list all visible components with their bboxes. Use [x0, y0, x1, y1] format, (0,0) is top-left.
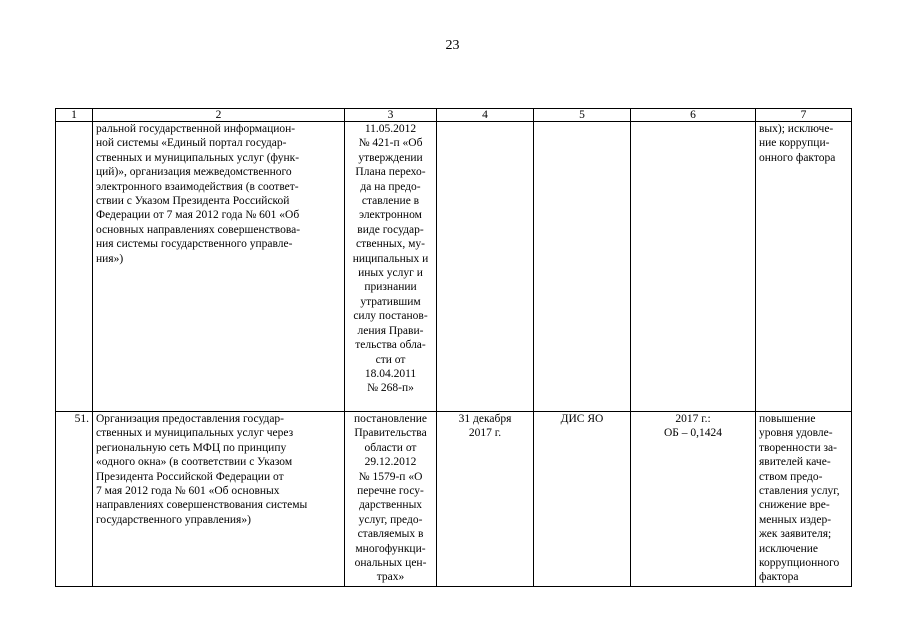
column-number: 6 [631, 109, 756, 122]
result-line: повышение [759, 413, 816, 425]
document-cell [345, 412, 437, 587]
measure-line: ственных и муниципальных услуг (функ- [96, 151, 300, 164]
measure-cell [93, 412, 345, 587]
row-number-cell [56, 122, 93, 412]
document-line: многофункци- [355, 542, 426, 555]
document-line: 29.12.2012 [364, 456, 417, 469]
measure-line: «одного окна» (в соответствии с Указом [96, 456, 293, 469]
document-line: ниципальных и [352, 252, 429, 265]
document-cell [345, 122, 437, 412]
measure-line: Федерации от 7 мая 2012 года № 601 «Об [96, 209, 300, 222]
document-line: 18.04.2011 [364, 367, 417, 380]
column-number: 1 [56, 109, 93, 122]
row-number-cell [56, 412, 93, 587]
measure-line: направлениях совершенствования системы [96, 499, 308, 512]
column-number: 5 [534, 109, 631, 122]
measure-line: ственных и муниципальных услуг через [96, 427, 294, 440]
document-line: да на предо- [360, 180, 421, 193]
document-line: электронном [359, 209, 422, 222]
result-line: жек заявителя; [759, 528, 832, 541]
result-line: снижение вре- [759, 499, 830, 512]
document-line: дарственных [358, 499, 423, 512]
result-line: ние коррупци- [759, 137, 830, 150]
result-line: уровня удовле- [759, 427, 833, 440]
table-row [56, 412, 852, 587]
document-line: утратившим [360, 295, 421, 308]
column-number: 3 [345, 109, 437, 122]
document-line: признании [364, 281, 417, 294]
document-line: ления Прави- [357, 324, 424, 337]
result-cell [756, 122, 852, 412]
column-number-row [56, 109, 852, 122]
indicator-line: ОБ – 0,1424 [663, 427, 723, 440]
result-line: менных издер- [759, 513, 832, 526]
deadline-line: 31 декабря [458, 413, 512, 425]
document-line: № 268-п» [367, 382, 414, 395]
indicator-cell [631, 412, 756, 587]
result-line: коррупционного [759, 557, 840, 570]
document-line: ональных цен- [354, 557, 427, 570]
document-line: услуг, предо- [358, 513, 423, 526]
result-line: ством предо- [759, 470, 823, 483]
document-line: Плана перехо- [355, 166, 426, 179]
deadline-cell [437, 412, 534, 587]
measure-line: 7 мая 2012 года № 601 «Об основных [96, 485, 280, 498]
executor-line: ДИС ЯО [560, 413, 604, 425]
document-line: сти от [375, 353, 406, 366]
column-number: 2 [93, 109, 345, 122]
document-line: № 421-п «Об [358, 137, 423, 150]
result-line: фактора [759, 571, 799, 584]
document-line: Правительства [354, 427, 427, 440]
measure-line: ствии с Указом Президента Российской [96, 195, 290, 208]
measure-line: ния») [96, 252, 124, 265]
result-line: исключение [759, 542, 819, 555]
measure-line: региональную сеть МФЦ по принципу [96, 441, 287, 454]
executor-cell [534, 122, 631, 412]
document-line: 11.05.2012 [364, 123, 417, 135]
deadline-cell [437, 122, 534, 412]
indicator-cell [631, 122, 756, 412]
document-line: перечне госу- [357, 485, 424, 498]
row-number: 51. [74, 413, 89, 425]
result-line: ставления услуг, [759, 485, 840, 498]
indicator-line: 2017 г.: [675, 413, 711, 425]
measure-line: Президента Российской Федерации от [96, 470, 284, 483]
measure-line: основных направлениях совершенствова- [96, 223, 301, 236]
page-number: 23 [445, 38, 460, 53]
document-line: виде государ- [357, 223, 424, 236]
measure-line: ной системы «Единый портал государ- [96, 137, 287, 150]
table-row [56, 122, 852, 412]
result-line: творенности за- [759, 441, 837, 454]
measure-line: государственного управления») [96, 513, 251, 526]
result-cell [756, 412, 852, 587]
document-line: силу постанов- [353, 310, 428, 323]
column-number: 4 [437, 109, 534, 122]
measure-line: Организация предоставления государ- [96, 413, 284, 425]
measure-line: ций)», организация межведомственного [96, 166, 292, 179]
result-line: вых); исключе- [759, 123, 834, 135]
column-number: 7 [756, 109, 852, 122]
deadline-line: 2017 г. [468, 427, 502, 440]
document-line: трах» [376, 571, 405, 584]
measure-cell [93, 122, 345, 412]
measure-line: ния системы государственного управле- [96, 238, 293, 251]
document-line: ставляемых в [357, 528, 424, 541]
document-line: ственных, му- [356, 238, 425, 251]
executor-cell [534, 412, 631, 587]
measures-table [55, 108, 852, 587]
document-line: № 1579-п «О [358, 470, 423, 483]
measure-line: ральной государственной информацион- [96, 123, 296, 135]
result-line: явителей каче- [759, 456, 831, 469]
document-line: постановление [353, 413, 427, 425]
result-line: онного фактора [759, 151, 836, 164]
document-line: утверждении [358, 151, 423, 164]
document-line: области от [364, 441, 417, 454]
document-line: тельства обла- [355, 339, 426, 352]
measure-line: электронного взаимодействия (в соответ- [96, 180, 299, 193]
document-line: ставление в [361, 195, 420, 208]
document-line: иных услуг и [358, 267, 423, 280]
